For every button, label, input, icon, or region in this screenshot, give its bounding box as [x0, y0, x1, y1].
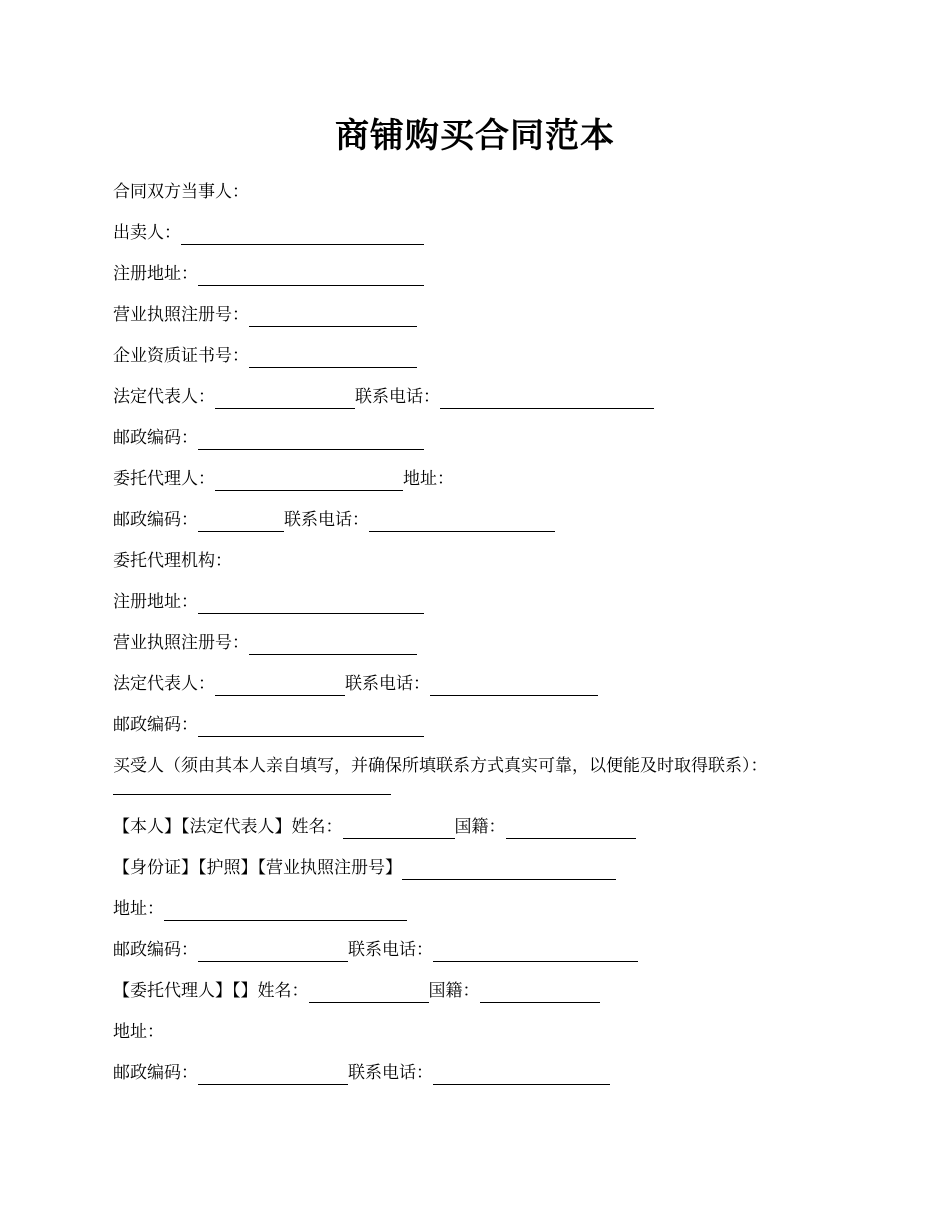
buyer-phone-blank[interactable]: [433, 941, 638, 962]
buyer-name-blank[interactable]: [343, 818, 455, 839]
legal-rep-line: 法定代表人： 联系电话：: [113, 385, 654, 409]
agent-postcode-blank2[interactable]: [198, 1064, 348, 1085]
parties-heading: 合同双方当事人：: [113, 182, 249, 202]
agent-postcode-line2: 邮政编码： 联系电话：: [113, 1061, 610, 1085]
seller-blank[interactable]: [181, 224, 424, 245]
buyer-name-line: 【本人】【法定代表人】姓名： 国籍：: [113, 815, 636, 839]
agent-phone-blank2[interactable]: [433, 1064, 610, 1085]
agent-line: 委托代理人： 地址：: [113, 469, 454, 489]
qualification-blank[interactable]: [249, 347, 417, 368]
agency-license-line: 营业执照注册号：: [113, 631, 417, 655]
agent-blank[interactable]: [215, 470, 403, 491]
agency-license-blank[interactable]: [249, 634, 417, 655]
qualification-line: 企业资质证书号：: [113, 344, 417, 368]
postcode-blank[interactable]: [198, 429, 424, 450]
agency-postcode-blank[interactable]: [198, 716, 424, 737]
legal-rep-blank[interactable]: [215, 388, 355, 409]
buyer-agent-name-blank[interactable]: [309, 982, 429, 1003]
agent-postcode-line: 邮政编码： 联系电话：: [113, 508, 555, 532]
buyer-id-blank[interactable]: [402, 859, 616, 880]
agent-phone-blank[interactable]: [369, 511, 555, 532]
buyer-id-line: 【身份证】【护照】【营业执照注册号】: [113, 856, 616, 880]
buyer-agent-nationality-blank[interactable]: [480, 982, 600, 1003]
license-line: 营业执照注册号：: [113, 303, 417, 327]
seller-line: 出卖人：: [113, 221, 424, 245]
agent-address-line: 地址：: [113, 1022, 164, 1042]
agency-legal-rep-line: 法定代表人： 联系电话：: [113, 672, 598, 696]
agency-reg-address-line: 注册地址：: [113, 590, 424, 614]
buyer-postcode-blank[interactable]: [198, 941, 348, 962]
buyer-agent-line: 【委托代理人】【】姓名： 国籍：: [113, 979, 600, 1003]
buyer-address-line: 地址：: [113, 897, 407, 921]
reg-address-blank[interactable]: [198, 265, 424, 286]
agency-phone-blank[interactable]: [430, 675, 598, 696]
agent-postcode-blank[interactable]: [198, 511, 284, 532]
buyer-nationality-blank[interactable]: [506, 818, 636, 839]
postcode-line: 邮政编码：: [113, 426, 424, 450]
phone-blank[interactable]: [440, 388, 654, 409]
buyer-heading: 买受人（须由其本人亲自填写，并确保所填联系方式真实可靠，以便能及时取得联系）：: [113, 756, 768, 776]
reg-address-line: 注册地址：: [113, 262, 424, 286]
buyer-postcode-line: 邮政编码： 联系电话：: [113, 938, 638, 962]
agency-heading: 委托代理机构：: [113, 551, 232, 571]
agency-reg-address-blank[interactable]: [198, 593, 424, 614]
page-title: 商铺购买合同范本: [335, 116, 615, 156]
buyer-address-blank[interactable]: [164, 900, 407, 921]
agency-legal-rep-blank[interactable]: [215, 675, 345, 696]
buyer-blank[interactable]: [113, 794, 391, 795]
license-blank[interactable]: [249, 306, 417, 327]
agency-postcode-line: 邮政编码：: [113, 713, 424, 737]
